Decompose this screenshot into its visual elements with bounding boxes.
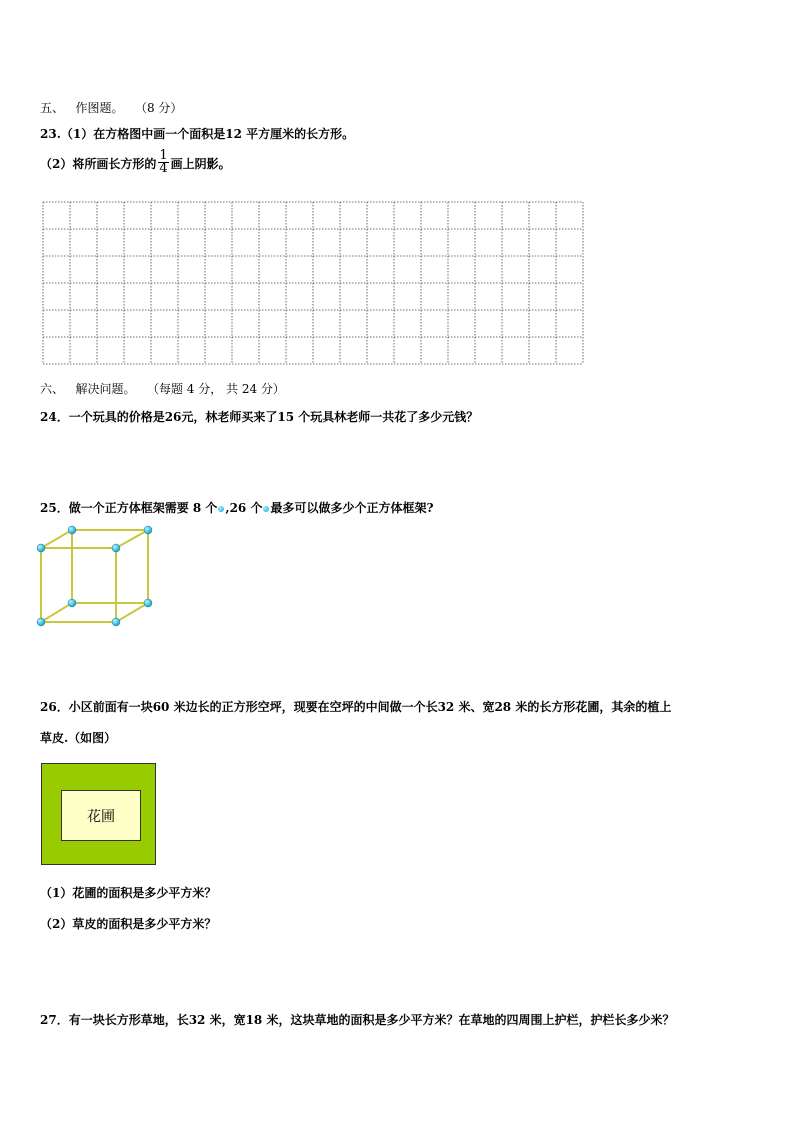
bead-icon	[68, 526, 76, 534]
bead-icon	[37, 544, 45, 552]
cube-edge	[116, 603, 148, 622]
q25-text	[40, 499, 434, 516]
cube-edge	[116, 530, 148, 548]
q25-suffix: 最多可以做多少个正方体框架?	[270, 501, 434, 515]
q26-sub2: （2）草皮的面积是多少平方米？	[40, 917, 217, 931]
fraction-denominator: 4	[159, 161, 168, 176]
q23-part2	[40, 148, 231, 177]
q25-middle: ,26 个	[225, 501, 263, 515]
section-5-title: 作图题。	[75, 101, 124, 115]
section-5-points: （8 分）	[134, 101, 183, 115]
section-6-number: 六、	[40, 382, 65, 396]
cube-edge	[41, 530, 72, 548]
q24-text: 24．一个玩具的价格是26元，林老师买来了15 个玩具林老师一共花了多少元钱？	[40, 410, 479, 424]
section-6-points: （每题 4 分， 共 24 分）	[146, 382, 285, 396]
fraction	[158, 150, 168, 175]
bead-icon	[144, 526, 152, 534]
lawn-square-figure	[41, 763, 156, 865]
section-5-heading	[40, 99, 182, 116]
section-6-title: 解决问题。	[75, 382, 136, 396]
q23-part1: 23.（1）在方格图中画一个面积是12 平方厘米的长方形。	[40, 127, 355, 141]
q26-line2: 草皮.（如图）	[40, 731, 117, 745]
fraction-numerator: 1	[159, 148, 168, 163]
bead-icon	[68, 599, 76, 607]
bead-icon	[218, 506, 224, 512]
q23-part2-prefix: （2）将所画长方形的	[40, 157, 157, 171]
flower-bed-label: 花圃	[87, 808, 115, 825]
q26-sub1: （1）花圃的面积是多少平方米？	[40, 886, 217, 900]
section-5-number: 五、	[40, 101, 65, 115]
section-6-heading	[40, 380, 285, 397]
square-grid	[42, 201, 584, 365]
bead-icon	[37, 618, 45, 626]
cube-edge	[41, 603, 72, 622]
flower-bed-rect	[61, 790, 141, 841]
bead-icon	[112, 618, 120, 626]
cube-frame-diagram	[30, 515, 160, 633]
bead-icon	[144, 599, 152, 607]
bead-icon	[263, 506, 269, 512]
q27-text: 27．有一块长方形草地，长32 米，宽18 米，这块草地的面积是多少平方米？在草地的四周围上护栏，护栏长多少米？	[40, 1013, 675, 1027]
q25-prefix: 25．做一个正方体框架需要 8 个	[40, 501, 218, 515]
q26-line1: 26．小区前面有一块60 米边长的正方形空坪，现要在空坪的中间做一个长32 米、宽28 米的长方形花圃，其余的植上	[40, 700, 672, 714]
q23-part2-suffix: 画上阴影。	[170, 157, 231, 171]
bead-icon	[112, 544, 120, 552]
